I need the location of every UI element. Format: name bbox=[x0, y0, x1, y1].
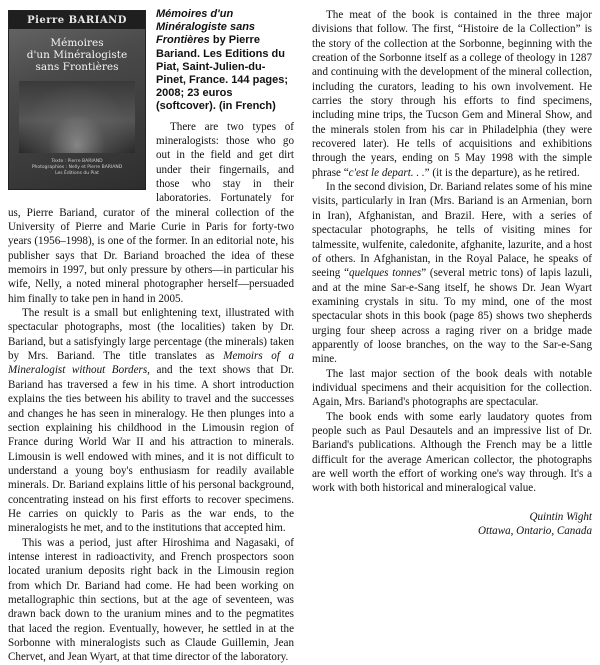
reviewer-signature bbox=[312, 510, 592, 539]
paragraph-mine-visits bbox=[312, 180, 592, 366]
paragraph-conclusion: The book ends with some early laudatory quotes from people such as Paul Desautels and an impressive list of Dr. Bariand's publications. Although the French may be a little difficult for the average American collector, the photographs are well worth the effort of working one's way through. It's a work with both historical and mineralogical value. bbox=[312, 410, 592, 495]
paragraph-text: The result is a small but enlightening text, illustrated with spectacular photographs, most (the localities) taken by Dr. Bariand, but a satisfyingly large percentage (the minerals) taken by Mrs. Bariand. The title translates as bbox=[8, 307, 294, 363]
cover-title bbox=[15, 37, 139, 73]
right-column bbox=[312, 8, 592, 538]
paragraph-text: The meat of the book is contained in the three major divisions that follow. The first, “Histoire de la Collection” is the story of the collection at the Sorbonne, beginning with the creation of the Sorbonne itself as a college of theology in 1287 and continuing with the development of the mineral collection, including the curators, leading to his own involvement. He carries the story through his efforts to find specimens, including mine trips, the Tucson Gem and Mineral Show, and the minerals stolen from his car in Philadelphia (they were recovered later). He tells of acquisitions and exhibitions through the years, ending on 5 May 1998 with the simple phrase “ bbox=[312, 9, 592, 179]
cover-title-line: d'un Minéralogiste bbox=[26, 49, 128, 61]
paragraph-text: ” (it is the departure), as he retired. bbox=[424, 166, 580, 179]
cover-photo bbox=[19, 81, 135, 153]
quoted-phrase: c'est le depart. . . bbox=[348, 166, 425, 179]
cover-credits bbox=[13, 159, 141, 177]
title-translation: Memoirs of a Mineralogist without Borders bbox=[8, 350, 294, 377]
paragraph-specimens: The last major section of the book deals with notable individual specimens and their acquisition for the collection. Again, Mrs. Bariand's photographs are spectacular. bbox=[312, 367, 592, 409]
paragraph-text: , and the text shows that Dr. Bariand has traversed a few in his time. A short introduction explains the ties between his ability to travel and the successes and changes he has seen in mineralogy. He then plunges into a section explaining his childhood in the Limousin region of France during World War II and his attraction to minerals. Limousin is well endowed with mines, and it is not difficult to understand a young boy's enthusiasm for readily available minerals. Dr. Bariand explains little of his personal background, concentrating instead on his first efforts to recover specimens. He carries on quickly to Paris as the war ends, to the mineralogists he met, and to the institutions that accepted him. bbox=[8, 364, 294, 535]
cover-title-line: Mémoires bbox=[50, 37, 104, 49]
paragraph-collection bbox=[312, 8, 592, 180]
cover-title-line: sans Frontières bbox=[35, 61, 119, 73]
paragraph-uranium: This was a period, just after Hiroshima and Nagasaki, of intense interest in radioactivity, and French prospectors soon located uranium deposits right back in the Limousin region from which Dr. Bariand had come. He had been working on metallographic thin sections, but at the age of seventeen, was drawn back down to the uranium mines and to the pegmatites that laced the region. Eventually, however, he settled in at the Sorbonne with mineralogists such as Claude Guillemin, Jean Chervet, and Jean Wyart, at that time director of the laboratory. bbox=[8, 536, 294, 664]
paragraph-intro: There are two types of mineralogists: those who go out in the field and get dirt under their fingernails, and those who stay in their laboratories. Fortunately for us, Pierre Bariand, curator of the mineral collection of the University of Pierre and Marie Curie in Paris for forty-two years (1956–1998), is one of the former. In an editorial note, his publisher says that Dr. Bariand broached the idea of these memoirs in 1997, but only pressure by others—in particular his wife, Nelly, a noted mineral photographer herself—persuaded him finally to take pen in hand in 2005. bbox=[8, 120, 294, 305]
book-cover-image bbox=[8, 10, 146, 190]
paragraph-result bbox=[8, 306, 294, 536]
book-publication-info: by Pierre Bariand. Les Editions du Piat, Saint-Julien-du-Pinet, France. 144 pages; 2008; 23 euros (softcover). (in French) bbox=[156, 34, 289, 113]
cover-credit-line: Les Éditions du Piat bbox=[55, 171, 99, 176]
paragraph-text: In the second division, Dr. Bariand relates some of his mine visits, particularly in Iran (Mrs. Bariand is an Armenian, born in Iran), Afghanistan, and Brazil. Here, with a series of spectacular photographs, he tells of visiting mines for talmessite, wulfenite, caledonite, afghanite, lazurite, and a host of others. In Afghanistan, in the Royal Palace, he speaks of seeing “ bbox=[312, 181, 592, 280]
reviewer-name: Quintin Wight bbox=[529, 510, 592, 523]
quoted-phrase: quelques tonnes bbox=[349, 267, 422, 280]
reviewer-location: Ottawa, Ontario, Canada bbox=[477, 525, 592, 538]
cover-credit-line: Texte : Pierre BARIAND bbox=[51, 159, 103, 164]
book-title: Mémoires d'un Minéralogiste sans Frontières bbox=[156, 8, 256, 47]
cover-author: Pierre BARIAND bbox=[27, 15, 127, 26]
cover-credit-line: Photographies : Nelly et Pierre BARIAND bbox=[31, 165, 123, 170]
left-column bbox=[8, 8, 294, 665]
paragraph-text: ” (several metric tons) of lapis lazuli, and at the mine Sar-e-Sang itself, he shows Dr. Jean Wyart examining crystals in situ. To my mind, one of the most spectacular shots in this book (page 85) shows two shepherds urging four sheep across a raging river on a bridge made apparently of loose branches, on the way to the Sar-e-Sang mine. bbox=[312, 267, 592, 366]
